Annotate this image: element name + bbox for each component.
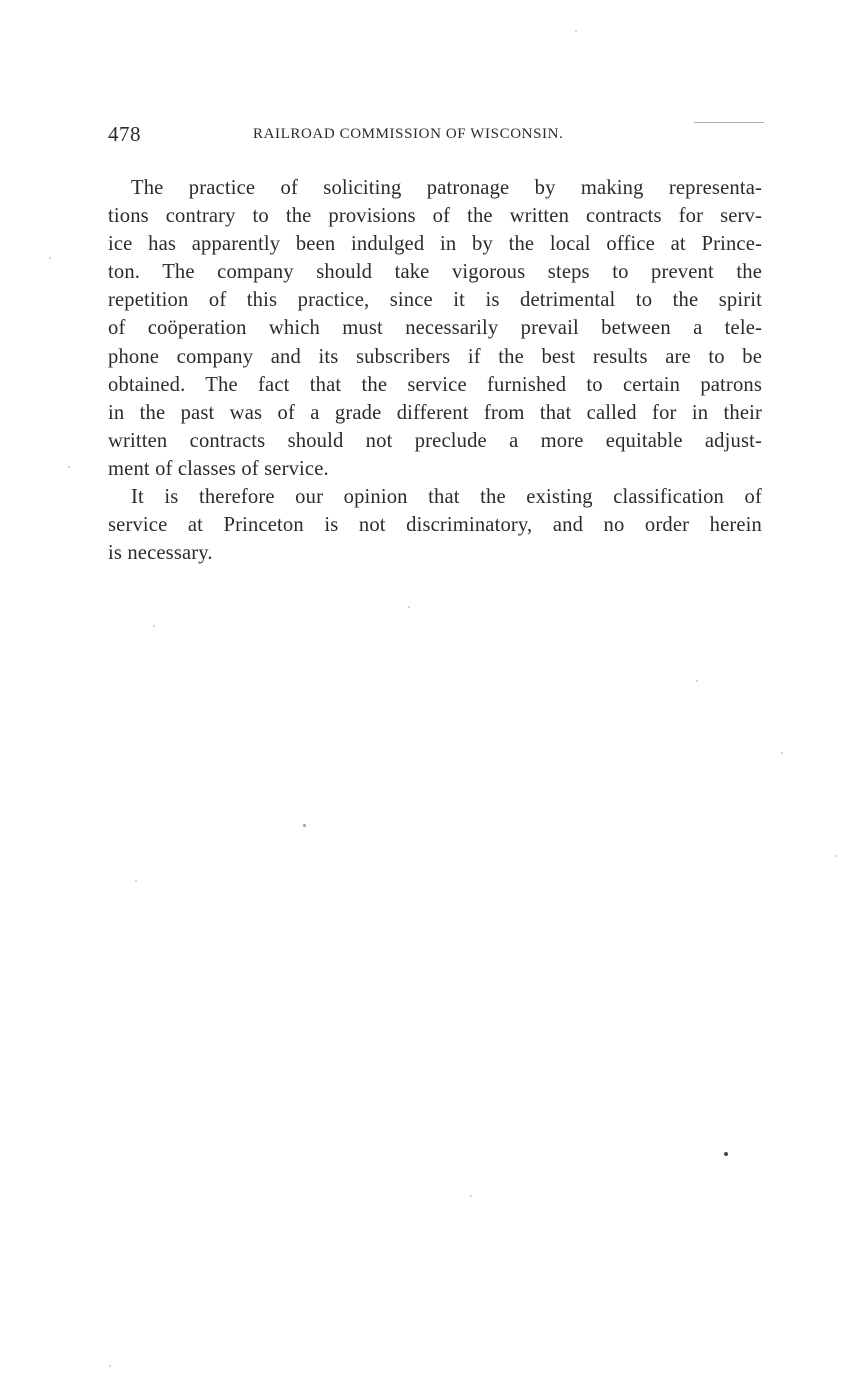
speck — [408, 606, 410, 608]
speck — [68, 466, 70, 468]
text-line: ice has apparently been indulged in by the local office at Prince- — [108, 233, 762, 256]
speck — [109, 1365, 111, 1367]
speck — [835, 855, 837, 857]
text-line: It is therefore our opinion that the existing classification of — [131, 486, 762, 509]
running-header — [108, 122, 764, 150]
text-line: ment of classes of service. — [108, 457, 329, 480]
header-title: RAILROAD COMMISSION OF WISCONSIN. — [253, 126, 564, 142]
speck — [135, 880, 137, 882]
speck — [49, 257, 51, 259]
speck — [724, 1152, 728, 1156]
paragraph — [108, 483, 762, 567]
text-line: is necessary. — [108, 542, 213, 565]
speck — [470, 1195, 472, 1197]
text-line: ton. The company should take vigorous steps to prevent the — [108, 261, 762, 284]
text-line: tions contrary to the provisions of the written contracts for serv- — [108, 205, 762, 228]
text-line: of coöperation which must necessarily prevail between a tele- — [108, 317, 762, 340]
speck — [575, 30, 577, 32]
text-line: phone company and its subscribers if the best results are to be — [108, 345, 762, 368]
text-line: obtained. The fact that the service furnished to certain patrons — [108, 373, 762, 396]
speck — [153, 625, 155, 627]
text-line: service at Princeton is not discriminatory, and no order herein — [108, 514, 762, 537]
paragraph — [108, 174, 762, 483]
page-number: 478 — [108, 122, 141, 146]
speck — [696, 680, 698, 682]
speck — [781, 752, 783, 754]
text-line: written contracts should not preclude a more equitable adjust- — [108, 429, 762, 452]
header-rule-mark — [694, 122, 764, 127]
text-line: The practice of soliciting patronage by making representa- — [131, 177, 762, 199]
text-line: repetition of this practice, since it is detrimental to the spirit — [108, 289, 762, 312]
text-line: in the past was of a grade different from that called for in their — [108, 401, 762, 424]
body-text — [108, 174, 762, 567]
speck — [303, 824, 306, 827]
